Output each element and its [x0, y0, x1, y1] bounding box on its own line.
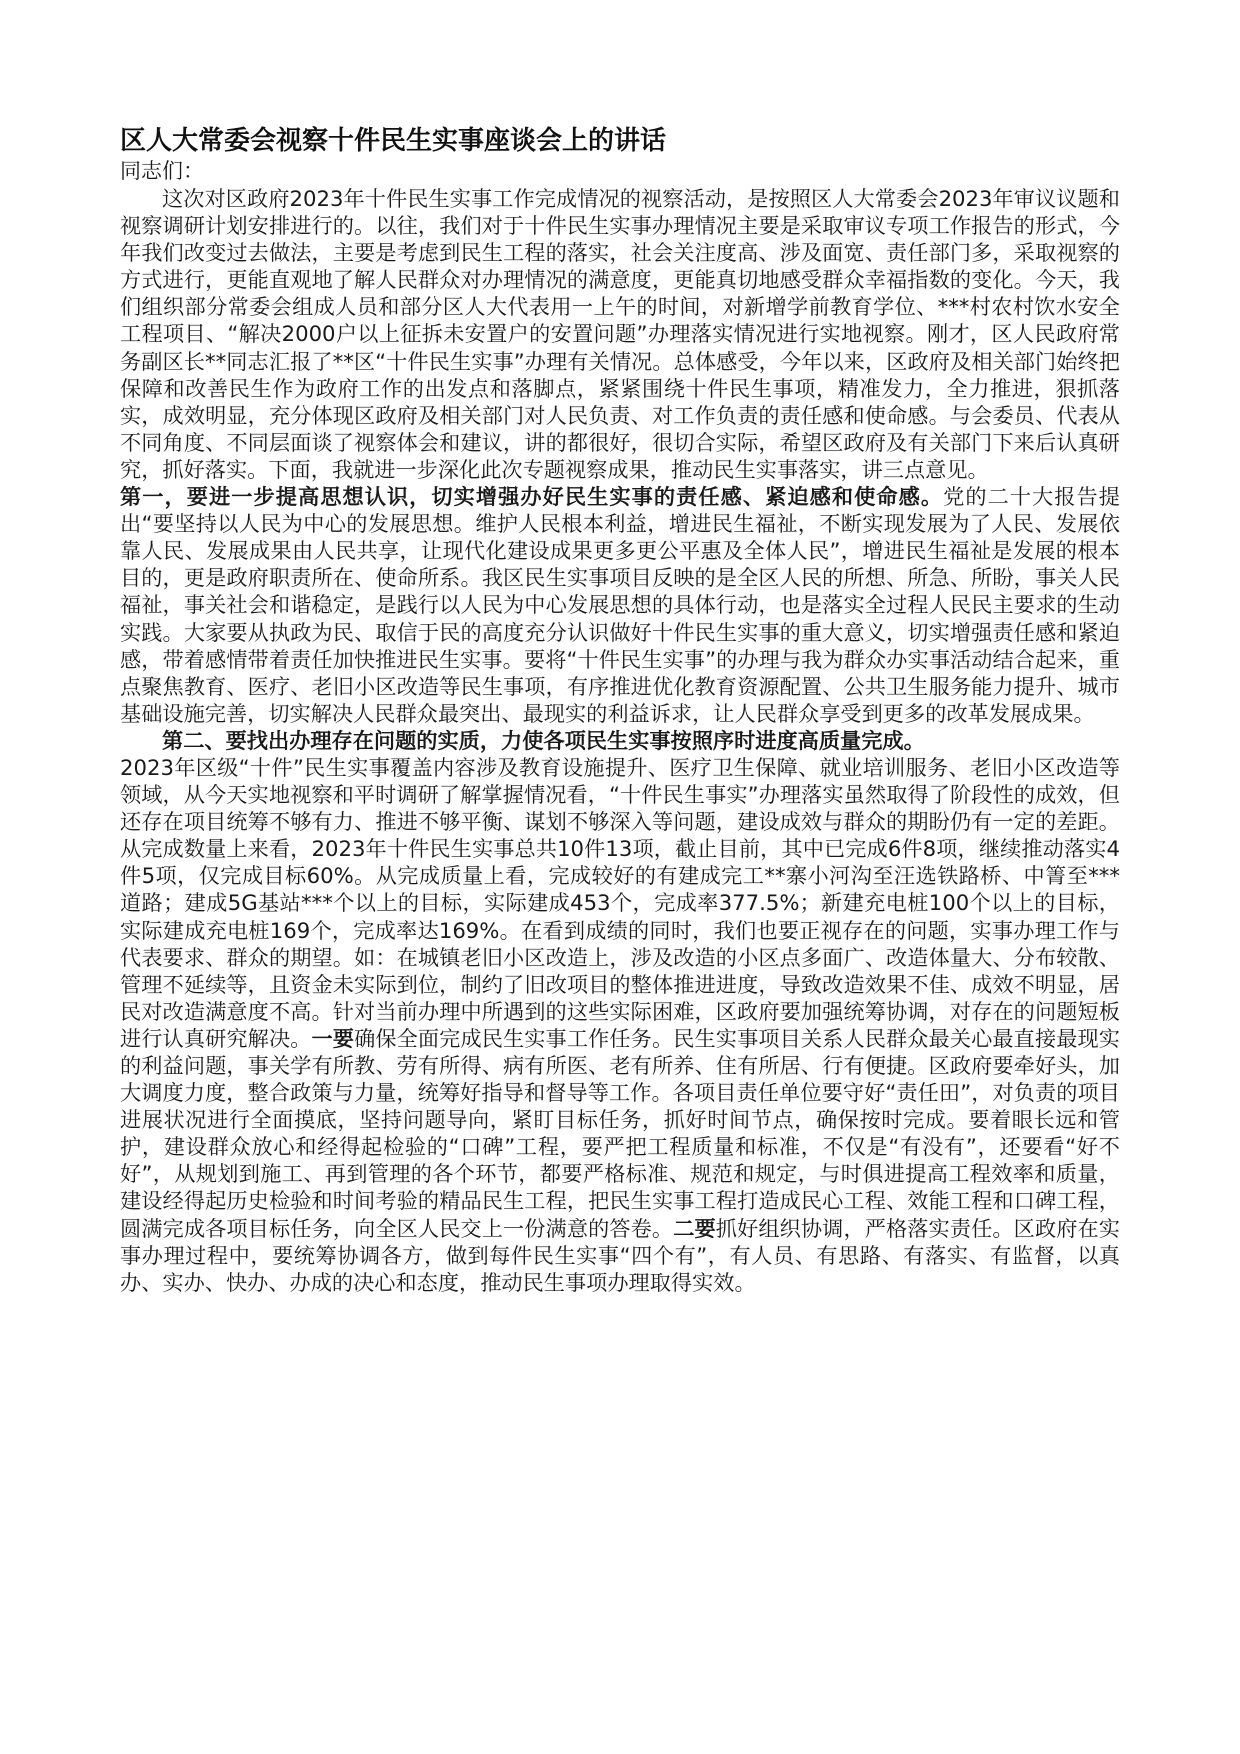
sub-point-1-closing: 圆满完成各项目标任务，向全区人民交上一份满意的答卷。 [120, 1215, 674, 1241]
document-page [120, 124, 1120, 1296]
sub-point-1-heading: 确保全面完成民生实事工作任务。 [354, 1025, 674, 1051]
intro-closing: 下面，我就进一步深化此次专题视察成果，推动民生实事落实，讲三点意见。 [268, 456, 989, 482]
document-title: 区人大常委会视察十件民生实事座谈会上的讲话 [120, 126, 667, 156]
sub-point-1-label: 一要 [311, 1025, 355, 1051]
sub-point-1-body: 民生实事项目关系人民群众最关心最直接最现实的利益问题，事关学有所教、劳有所得、病有所医、老有所养、住有所居、行有便捷。区政府要牵好头，加大调度力度，整合政策与力量，统筹好指导和督导等工作。各项目责任单位要守好“责任田”，对负责的项目进展状况进行全面摸底，坚持问题导向，紧盯目标任务，抓好时间节点，确保按时完成。要着眼长远和管护，建设群众放心和经得起检验的“口碑”工程，要严把工程质量和标准，不仅是“有没有”，还要看“好不好”，从规划到施工、再到管理的各个环节，都要严格标准、规范和规定，与时俱进提高工程效率和质量，建设经得起历史检验和时间考验的精品民生工程，把民生实事工程打造成民心工程、效能工程和口碑工程， [120, 1025, 1120, 1214]
point-2-heading: 第二、要找出办理存在问题的实质，力使各项民生实事按照序时进度高质量完成。 [162, 727, 925, 753]
intro-text: 这次对区政府2023年十件民生实事工作完成情况的视察活动，是按照区人大常委会2023年审议议题和视察调研计划安排进行的。以往，我们对于十件民生实事办理情况主要是采取审议专项工作报告的形式，今年我们改变过去做法，主要是考虑到民生工程的落实，社会关注度高、涉及面宽、责任部门多，采取视察的方式进行，更能直观地了解人民群众对办理情况的满意度，更能真切地感受群众幸福指数的变化。今天，我们组织部分常委会组成人员和部分区人大代表用一上午的时间，对新增学前教育学位、***村农村饮水安全工程项目、“解决2000户以上征拆未安置户的安置问题”办理落实情况进行实地视察。刚才，区人民政府常务副区长**同志汇报了**区“十件民生实事”办理有关情况。总体感受，今年以来，区政府及相关部门始终把保障和改善民生作为政府工作的出发点和落脚点，紧紧围绕十件民生事项，精准发力，全力推进，狠抓落实，成效明显，充分体现区政府及相关部门对人民负责、对工作负责的责任感和使命感。与会委员、代表从不同角度、不同层面谈了视察体会和建议，讲的都很好，很切合实际，希望区政府及有关部门下来后认真研究，抓好落实。 [120, 186, 1120, 482]
salutation: 同志们： [120, 159, 204, 183]
sub-point-2-label: 二要 [673, 1215, 716, 1241]
point-1-heading: 第一，要进一步提高思想认识，切实增强办好民生实事的责任感、紧迫感和使命感。 [120, 484, 944, 510]
sub-point-2-heading: 抓好组织协调，严格落实责任。 [715, 1215, 1014, 1241]
point-1-body: 党的二十大报告提出“要坚持以人民为中心的发展思想。维护人民根本利益，增进民生福祉，不断实现发展为了人民、发展依靠人民、发展成果由人民共享，让现代化建设成果更多更公平惠及全体人民”，增进民生福祉是发展的根本目的，更是政府职责所在、使命所系。我区民生实事项目反映的是全区人民的所想、所急、所盼，事关人民福祉，事关社会和谐稳定，是践行以人民为中心发展思想的具体行动，也是落实全过程人民民主要求的生动实践。大家要从执政为民、取信于民的高度充分认识做好十件民生实事的重大意义，切实增强责任感和紧迫感，带着感情带着责任加快推进民生实事。要将“十件民生实事”的办理与我为群众办实事活动结合起来，重点聚焦教育、医疗、老旧小区改造等民生事项，有序推进优化教育资源配置、公共卫生服务能力提升、城市基础设施完善，切实解决人民群众最突出、最现实的利益诉求，让人民群众享受到更多的改革发展成果。 [120, 484, 1120, 726]
point-1-paragraph [120, 483, 1120, 727]
sub-point-2-intro: 区政府在实事办理过程中， [120, 1215, 1120, 1268]
point-2-body: 2023年区级“十件”民生实事覆盖内容涉及教育设施提升、医疗卫生保障、就业培训服务、老旧小区改造等领域，从今天实地视察和平时调研了解掌握情况看，“十件民生事实”办理落实虽然取得了阶段性的成效，但还存在项目统筹不够有力、推进不够平衡、谋划不够深入等问题，建设成效与群众的期盼仍有一定的差距。从完成数量上来看，2023年十件民生实事总共10件13项，截止目前，其中已完成6件8项，继续推动落实4件5项，仅完成目标60%。从完成质量上看，完成较好的有建成完工**寨小河沟至汪选铁路桥、中箐至***道路；建成5G基站***个以上的目标，实际建成453个，完成率377.5%；新建充电桩100个以上的目标，实际建成充电桩169个，完成率达169%。在看到成绩的同时，我们也要正视存在的问题，实事办理工作与代表要求、群众的期望。如：在城镇老旧小区改造上，涉及改造的小区点多面广、改造体量大、分布较散、管理不延续等，且资金未实际到位，制约了旧改项目的整体推进进度，导致改造效果不佳、成效不明显，居民对改造满意度不高。 [120, 754, 1120, 1024]
point-2-measures: 针对当前办理中所遇到的这些实际困难，区政府要加强统筹协调，对存在的问题短板进行认真研究解决。 [120, 998, 1120, 1051]
sub-point-2-body: 要统筹协调各方，做到每件民生实事“四个有”，有人员、有思路、有落实、有监督，以真办、实办、快办、办成的决心和态度，推动民生事项办理取得实效。 [120, 1242, 1120, 1295]
point-2-paragraph [120, 754, 1120, 1296]
intro-paragraph [120, 185, 1120, 483]
